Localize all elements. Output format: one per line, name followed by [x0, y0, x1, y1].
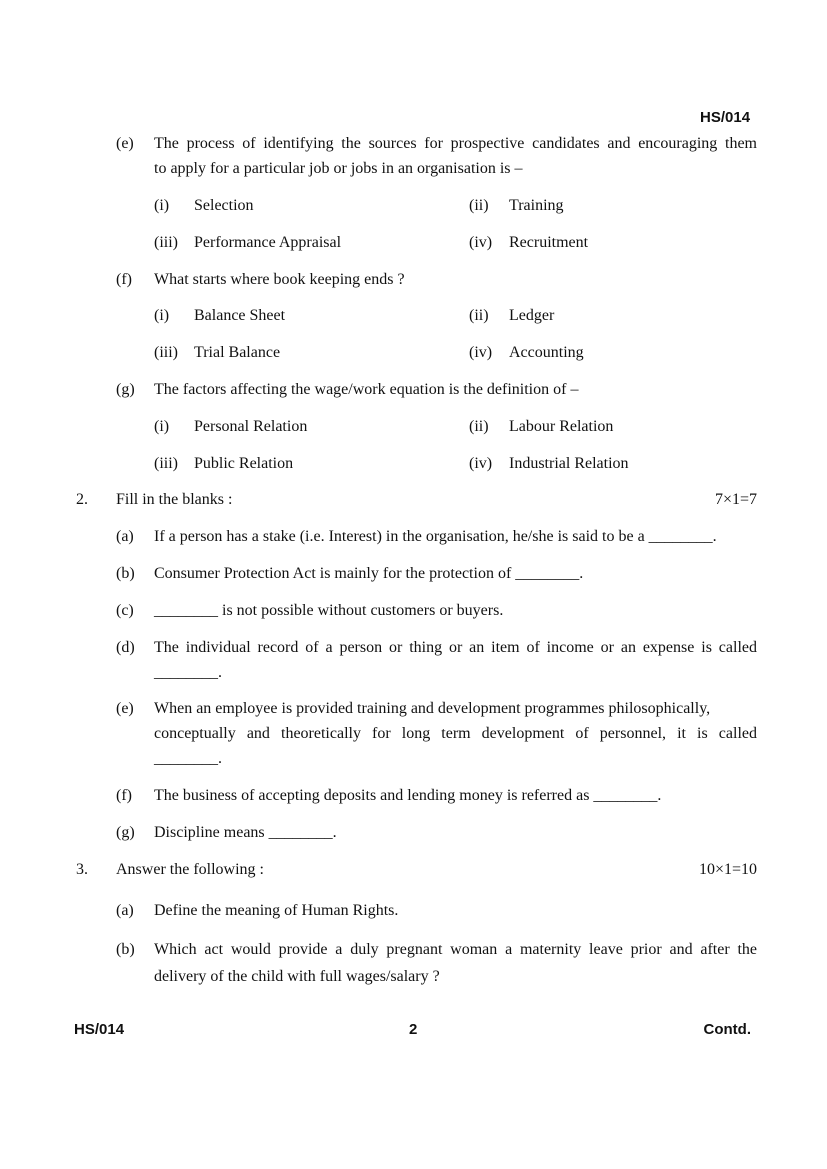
option-text: Balance Sheet: [194, 307, 286, 324]
question-text-line: Consumer Protection Act is mainly for the protection of ________.: [154, 565, 584, 582]
question-label: (a): [116, 902, 134, 919]
option-number: (i): [154, 418, 170, 435]
option-text: Selection: [194, 197, 254, 214]
option-number: (iv): [469, 344, 493, 361]
option-number: (i): [154, 307, 170, 324]
option-number: (ii): [469, 197, 489, 214]
option-number: (ii): [469, 307, 489, 324]
question-text-line: If a person has a stake (i.e. Interest) in the organisation, he/she is said to be a ________.: [154, 528, 717, 545]
question-text-line: ________ is not possible without customers or buyers.: [154, 602, 504, 619]
option-number: (iii): [154, 344, 178, 361]
footer-code: HS/014: [74, 1021, 125, 1038]
option-text: Labour Relation: [509, 418, 614, 435]
question-number: 3.: [76, 861, 88, 878]
marks: 7×1=7: [714, 491, 757, 508]
question-label: (e): [116, 700, 134, 717]
continued-label: Contd.: [703, 1021, 751, 1038]
question-text-line: delivery of the child with full wages/salary ?: [154, 968, 440, 985]
question-label: (f): [116, 271, 132, 288]
section-title: Answer the following :: [116, 861, 264, 878]
question-text-line: What starts where book keeping ends ?: [154, 271, 405, 288]
question-text-line: The business of accepting deposits and lending money is referred as ________.: [154, 787, 662, 804]
question-number: 2.: [76, 491, 88, 508]
question-label: (g): [116, 824, 135, 841]
option-text: Training: [509, 197, 564, 214]
option-text: Ledger: [509, 307, 555, 324]
question-label: (a): [116, 528, 134, 545]
question-text-line: Discipline means ________.: [154, 824, 337, 841]
option-text: Accounting: [509, 344, 584, 361]
question-text-line: The process of identifying the sources for prospective candidates and encouraging them: [154, 135, 757, 152]
section-title: Fill in the blanks :: [116, 491, 233, 508]
question-text-line: When an employee is provided training and development programmes philosophically,: [154, 700, 711, 717]
question-text-line: ________.: [154, 664, 222, 681]
option-number: (iv): [469, 234, 493, 251]
question-label: (g): [116, 381, 135, 398]
question-label: (b): [116, 565, 135, 582]
question-text-line: conceptually and theoretically for long term development of personnel, it is called: [154, 725, 757, 742]
option-text: Public Relation: [194, 455, 294, 472]
header-code: HS/014: [700, 109, 751, 126]
question-text-line: The factors affecting the wage/work equation is the definition of –: [154, 381, 579, 398]
option-number: (ii): [469, 418, 489, 435]
option-number: (iv): [469, 455, 493, 472]
option-text: Recruitment: [509, 234, 589, 251]
question-text-line: Define the meaning of Human Rights.: [154, 902, 399, 919]
question-label: (d): [116, 639, 135, 656]
option-text: Industrial Relation: [509, 455, 629, 472]
question-label: (c): [116, 602, 134, 619]
option-number: (iii): [154, 234, 178, 251]
question-label: (b): [116, 941, 135, 958]
option-number: (i): [154, 197, 170, 214]
question-label: (e): [116, 135, 134, 152]
option-number: (iii): [154, 455, 178, 472]
question-text-line: The individual record of a person or thing or an item of income or an expense is called: [154, 639, 757, 656]
option-text: Performance Appraisal: [194, 234, 342, 251]
page-number: 2: [409, 1021, 418, 1038]
question-text-line: Which act would provide a duly pregnant woman a maternity leave prior and after the: [154, 941, 757, 958]
option-text: Trial Balance: [194, 344, 281, 361]
question-text-line: to apply for a particular job or jobs in an organisation is –: [154, 160, 523, 177]
question-label: (f): [116, 787, 132, 804]
option-text: Personal Relation: [194, 418, 308, 435]
question-text-line: ________.: [154, 750, 222, 767]
marks: 10×1=10: [698, 861, 757, 878]
